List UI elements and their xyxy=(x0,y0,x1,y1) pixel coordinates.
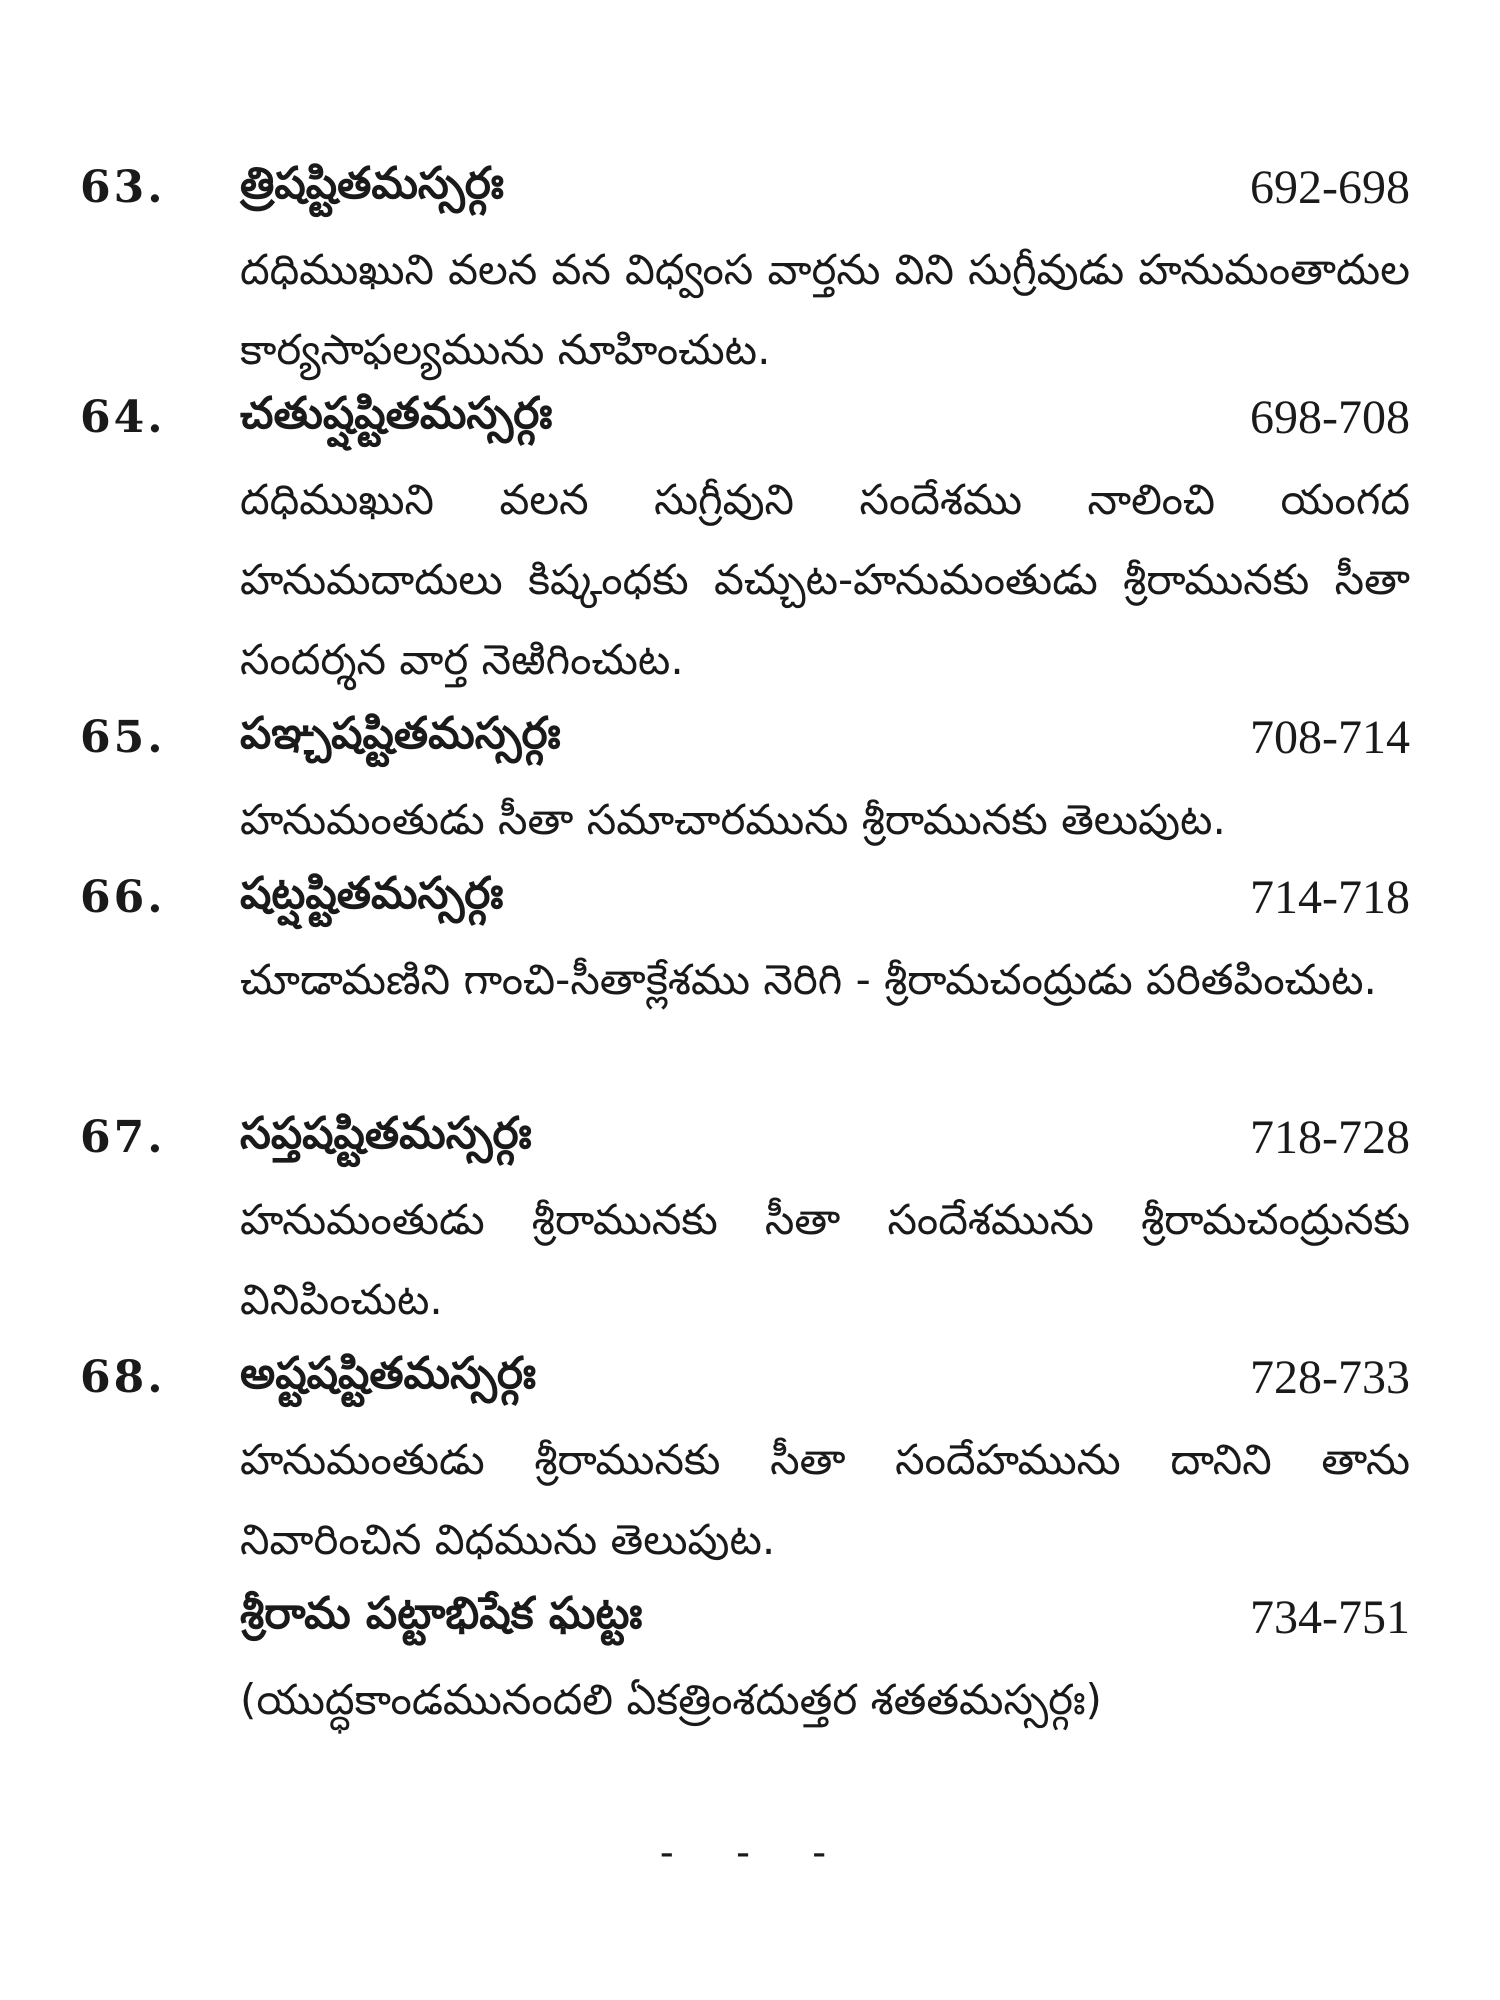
entry-heading xyxy=(80,1100,1410,1180)
contents-entry-67 xyxy=(80,1100,1410,1340)
page-range: 698-708 xyxy=(1250,391,1410,444)
contents-entry-pattabhisheka xyxy=(80,1580,1410,1740)
contents-entry-64 xyxy=(80,380,1410,700)
section-description: (యుద్ధకాండమునందలి ఏకత్రింశదుత్తర శతతమస్సర్గః) xyxy=(240,1675,1102,1724)
section-title: పఞ్చషష్టితమస్సర్గః xyxy=(240,708,561,759)
section-title: శ్రీరామ పట్టాభిషేక ఘట్టః xyxy=(240,1588,643,1639)
entry-heading xyxy=(80,150,1410,230)
section-title: త్రిషష్టితమస్సర్గః xyxy=(240,158,504,209)
section-title: షట్షష్టితమస్సర్గః xyxy=(240,868,504,919)
section-description: చూడామణిని గాంచి-సీతాక్లేశము నెరిగి - శ్రీరామచంద్రుడు పరితపించుట. xyxy=(240,955,1377,1004)
section-title: అష్టషష్టితమస్సర్గః xyxy=(240,1348,537,1399)
page-range: 714-718 xyxy=(1250,871,1410,924)
section-number: 64. xyxy=(80,392,166,443)
end-marker: - - - xyxy=(654,1830,846,1876)
page-range: 718-728 xyxy=(1250,1111,1410,1164)
page-range: 728-733 xyxy=(1250,1351,1410,1404)
contents-entry-66 xyxy=(80,860,1410,1020)
section-number: 66. xyxy=(80,872,166,923)
section-title: చతుష్షష్టితమస్సర్గః xyxy=(240,388,553,439)
page-range: 692-698 xyxy=(1250,161,1410,214)
section-description: హనుమంతుడు సీతా సమాచారమును శ్రీరామునకు తెలుపుట. xyxy=(240,795,1226,844)
entry-heading xyxy=(80,1580,1410,1660)
page-range: 734-751 xyxy=(1250,1591,1410,1644)
page-range: 708-714 xyxy=(1250,711,1410,764)
contents-entry-63 xyxy=(80,150,1410,390)
section-number: 65. xyxy=(80,712,166,763)
section-description: హనుమంతుడు శ్రీరామునకు సీతా సందేశమును శ్రీరామచంద్రునకు వినిపించుట. xyxy=(240,1195,1410,1324)
contents-entry-68 xyxy=(80,1340,1410,1580)
section-number: 63. xyxy=(80,162,166,213)
section-title: సప్తషష్టితమస్సర్గః xyxy=(240,1108,532,1159)
section-description: దధిముఖుని వలన వన విధ్వంస వార్తను విని సుగ్రీవుడు హనుమంతాదుల కార్యసాఫల్యమును నూహించుట. xyxy=(240,245,1410,374)
entry-heading xyxy=(80,700,1410,780)
entry-heading xyxy=(80,380,1410,460)
entry-heading xyxy=(80,860,1410,940)
entry-heading xyxy=(80,1340,1410,1420)
section-description: దధిముఖుని వలన సుగ్రీవుని సందేశము నాలించి యంగద హనుమదాదులు కిష్కంధకు వచ్చుట-హనుమంతుడు శ్రీరామునకు సీతా సందర్శన వార్త నెఱిగించుట. xyxy=(240,475,1410,684)
section-number: 67. xyxy=(80,1112,166,1163)
section-description: హనుమంతుడు శ్రీరామునకు సీతా సందేహమును దానిని తాను నివారించిన విధమును తెలుపుట. xyxy=(240,1435,1410,1564)
contents-entry-65 xyxy=(80,700,1410,860)
section-number: 68. xyxy=(80,1352,166,1403)
